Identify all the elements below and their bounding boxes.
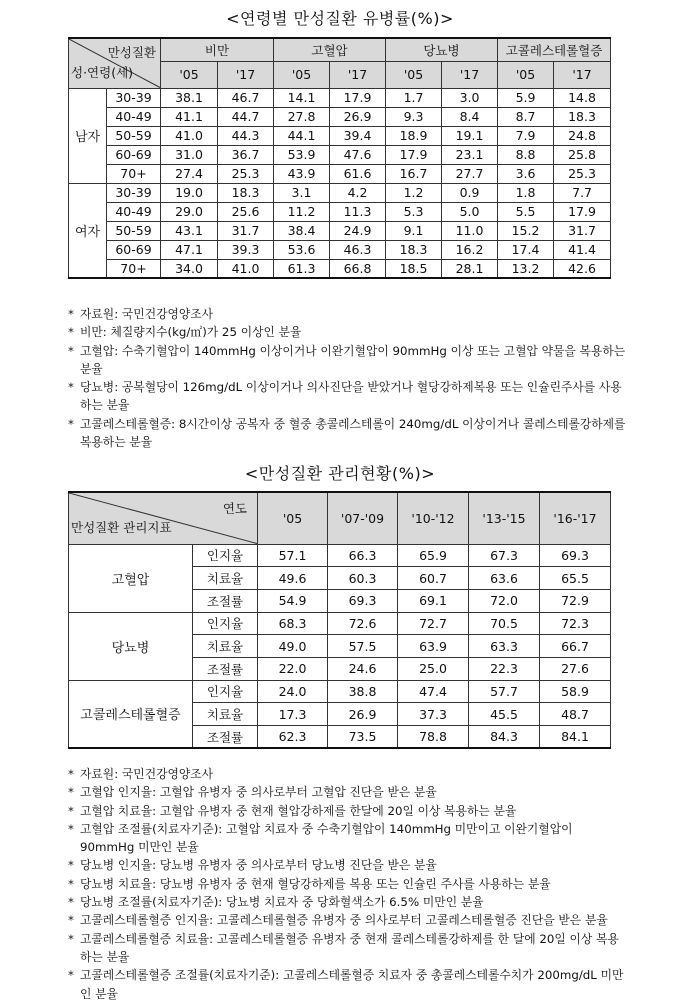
table-cell: 65.9	[398, 544, 469, 567]
table-cell: 26.9	[330, 107, 386, 126]
table-cell: 22.0	[258, 657, 328, 680]
table-cell: 84.1	[540, 726, 611, 749]
table-cell: 22.3	[469, 657, 540, 680]
year-header: '17	[554, 61, 611, 88]
table-row	[69, 145, 611, 164]
table-cell: 14.1	[274, 88, 330, 107]
disease-group-label: 당뇨병	[69, 612, 193, 680]
table-cell: 1.8	[498, 183, 554, 202]
age-label: 70+	[107, 164, 161, 183]
table-cell: 31.0	[161, 145, 218, 164]
table-cell: 44.3	[218, 126, 274, 145]
table-cell: 27.4	[161, 164, 218, 183]
table-cell: 16.2	[442, 240, 498, 259]
note-item: * 고혈압 치료율: 고혈압 유병자 중 현재 혈압강하제를 한달에 20일 이상 복용하는 분율	[68, 802, 628, 820]
table-cell: 19.1	[442, 126, 498, 145]
table-cell: 38.1	[161, 88, 218, 107]
table-cell: 53.9	[274, 145, 330, 164]
metric-label: 조절률	[193, 589, 258, 612]
management-table	[68, 491, 611, 749]
table-row	[69, 612, 611, 635]
table-cell: 66.8	[330, 259, 386, 278]
table-cell: 47.6	[330, 145, 386, 164]
metric-label: 치료율	[193, 567, 258, 590]
table-cell: 34.0	[161, 259, 218, 278]
table-cell: 9.3	[386, 107, 442, 126]
table-cell: 46.7	[218, 88, 274, 107]
table-cell: 84.3	[469, 726, 540, 749]
table-cell: 39.3	[218, 240, 274, 259]
note-item: * 자료원: 국민건강영양조사	[68, 765, 628, 783]
sex-group-label: 여자	[69, 183, 107, 278]
table-cell: 29.0	[161, 202, 218, 221]
table-cell: 48.7	[540, 703, 611, 726]
table-cell: 14.8	[554, 88, 611, 107]
table-cell: 17.9	[386, 145, 442, 164]
table-row	[69, 107, 611, 126]
table-cell: 78.8	[398, 726, 469, 749]
note-item: * 고콜레스테롤혈증 조절률(치료자기준): 고콜레스테롤혈증 치료자 중 총콜레스테롤수치가 200mg/dL 미만인 분율	[68, 966, 628, 1003]
table-cell: 5.3	[386, 202, 442, 221]
table1-corner-cell	[69, 38, 161, 88]
table-cell: 63.6	[469, 567, 540, 590]
table-cell: 25.0	[398, 657, 469, 680]
age-label: 60-69	[107, 240, 161, 259]
table-row	[69, 680, 611, 703]
table2-title: <만성질환 관리현황(%)>	[244, 464, 436, 483]
age-label: 70+	[107, 259, 161, 278]
age-label: 30-39	[107, 88, 161, 107]
table-cell: 41.0	[161, 126, 218, 145]
table-cell: 43.1	[161, 221, 218, 240]
table-cell: 27.6	[540, 657, 611, 680]
sex-group-label: 남자	[69, 88, 107, 183]
table-cell: 24.0	[258, 680, 328, 703]
year-header: '05	[274, 61, 330, 88]
table-cell: 44.1	[274, 126, 330, 145]
table-cell: 72.6	[328, 612, 398, 635]
table-cell: 11.0	[442, 221, 498, 240]
table-cell: 57.7	[469, 680, 540, 703]
table-cell: 4.2	[330, 183, 386, 202]
table-cell: 18.3	[554, 107, 611, 126]
table-cell: 43.9	[274, 164, 330, 183]
table-cell: 17.9	[330, 88, 386, 107]
table-cell: 38.8	[328, 680, 398, 703]
disease-header: 고혈압	[274, 38, 386, 61]
table-cell: 49.0	[258, 635, 328, 658]
table-cell: 24.9	[330, 221, 386, 240]
table-cell: 17.3	[258, 703, 328, 726]
metric-label: 치료율	[193, 703, 258, 726]
table-cell: 11.2	[274, 202, 330, 221]
year-header: '05	[386, 61, 442, 88]
table-cell: 25.3	[554, 164, 611, 183]
table-cell: 49.6	[258, 567, 328, 590]
table-cell: 58.9	[540, 680, 611, 703]
table2-notes	[68, 765, 628, 1003]
table-cell: 39.4	[330, 126, 386, 145]
table-row	[69, 88, 611, 107]
table-cell: 5.5	[498, 202, 554, 221]
table-row	[69, 221, 611, 240]
table-cell: 24.6	[328, 657, 398, 680]
table-cell: 47.4	[398, 680, 469, 703]
table-cell: 18.3	[218, 183, 274, 202]
table-cell: 65.5	[540, 567, 611, 590]
table-cell: 69.1	[398, 589, 469, 612]
table-cell: 72.9	[540, 589, 611, 612]
table-cell: 27.7	[442, 164, 498, 183]
note-item: * 고혈압 조절률(치료자기준): 고혈압 치료자 중 수축기혈압이 140mmHg 미만이고 이완기혈압이 90mmHg 미만인 분율	[68, 820, 628, 857]
table-cell: 45.5	[469, 703, 540, 726]
table-cell: 68.3	[258, 612, 328, 635]
table-cell: 13.2	[498, 259, 554, 278]
age-label: 60-69	[107, 145, 161, 164]
table-cell: 1.2	[386, 183, 442, 202]
table-cell: 18.3	[386, 240, 442, 259]
table-cell: 57.1	[258, 544, 328, 567]
year-header: '16-'17	[540, 492, 611, 544]
metric-label: 인지율	[193, 612, 258, 635]
table-cell: 72.0	[469, 589, 540, 612]
table-cell: 24.8	[554, 126, 611, 145]
note-item: * 비만: 체질량지수(kg/㎡)가 25 이상인 분율	[68, 323, 628, 341]
table-cell: 18.5	[386, 259, 442, 278]
table-cell: 72.3	[540, 612, 611, 635]
table-row	[69, 240, 611, 259]
age-label: 50-59	[107, 221, 161, 240]
table-cell: 3.6	[498, 164, 554, 183]
year-header: '07-'09	[328, 492, 398, 544]
table-cell: 28.1	[442, 259, 498, 278]
table-cell: 11.3	[330, 202, 386, 221]
year-header: '05	[258, 492, 328, 544]
table-row	[69, 259, 611, 278]
year-header: '17	[330, 61, 386, 88]
table1-corner-bottom-label: 성·연령(세)	[71, 64, 134, 80]
table-cell: 17.9	[554, 202, 611, 221]
disease-header: 고콜레스테롤혈증	[498, 38, 611, 61]
note-item: * 고혈압 인지율: 고혈압 유병자 중 의사로부터 고혈압 진단을 받은 분율	[68, 783, 628, 801]
table-cell: 31.7	[218, 221, 274, 240]
year-header: '05	[161, 61, 218, 88]
table-cell: 17.4	[498, 240, 554, 259]
table-cell: 63.9	[398, 635, 469, 658]
table-cell: 8.4	[442, 107, 498, 126]
table-cell: 25.6	[218, 202, 274, 221]
table-cell: 63.3	[469, 635, 540, 658]
note-item: * 당뇨병 조절률(치료자기준): 당뇨병 치료자 중 당화혈색소가 6.5% 미만인 분율	[68, 893, 628, 911]
note-item: * 당뇨병 치료율: 당뇨병 유병자 중 현재 혈당강하제를 복용 또는 인슐린 주사를 사용하는 분율	[68, 875, 628, 893]
table-cell: 8.7	[498, 107, 554, 126]
table-cell: 66.3	[328, 544, 398, 567]
table-cell: 25.3	[218, 164, 274, 183]
table-cell: 9.1	[386, 221, 442, 240]
note-item: * 당뇨병: 공복혈당이 126mg/dL 이상이거나 의사진단을 받았거나 혈당강하제복용 또는 인슐린주사를 사용하는 분율	[68, 378, 628, 415]
table-cell: 16.7	[386, 164, 442, 183]
metric-label: 조절률	[193, 657, 258, 680]
table-cell: 37.3	[398, 703, 469, 726]
note-item: * 고혈압: 수축기혈압이 140mmHg 이상이거나 이완기혈압이 90mmHg 이상 또는 고혈압 약물을 복용하는 분율	[68, 342, 628, 379]
table-cell: 41.4	[554, 240, 611, 259]
note-item: * 당뇨병 인지율: 당뇨병 유병자 중 의사로부터 당뇨병 진단을 받은 분율	[68, 856, 628, 874]
table1-title: <연령별 만성질환 유병률(%)>	[226, 9, 454, 28]
table-cell: 60.3	[328, 567, 398, 590]
table2-corner-cell	[69, 492, 258, 544]
table-cell: 47.1	[161, 240, 218, 259]
table-cell: 54.9	[258, 589, 328, 612]
table-cell: 69.3	[540, 544, 611, 567]
table-cell: 19.0	[161, 183, 218, 202]
year-header: '17	[218, 61, 274, 88]
disease-group-label: 고콜레스테롤혈증	[69, 680, 193, 748]
table-row	[69, 183, 611, 202]
table-row	[69, 126, 611, 145]
age-label: 30-39	[107, 183, 161, 202]
table-cell: 8.8	[498, 145, 554, 164]
table-cell: 44.7	[218, 107, 274, 126]
table2-corner-top-label: 연도	[222, 501, 247, 516]
year-header: '05	[498, 61, 554, 88]
table-cell: 25.8	[554, 145, 611, 164]
table-cell: 69.3	[328, 589, 398, 612]
table1-notes	[68, 305, 628, 451]
table-cell: 36.7	[218, 145, 274, 164]
table-cell: 42.6	[554, 259, 611, 278]
table-cell: 3.0	[442, 88, 498, 107]
table-cell: 15.2	[498, 221, 554, 240]
table-cell: 31.7	[554, 221, 611, 240]
table-cell: 72.7	[398, 612, 469, 635]
metric-label: 조절률	[193, 726, 258, 749]
table-cell: 61.3	[274, 259, 330, 278]
table-cell: 67.3	[469, 544, 540, 567]
table-cell: 23.1	[442, 145, 498, 164]
table-cell: 7.7	[554, 183, 611, 202]
note-item: * 고콜레스테롤혈증 치료율: 고콜레스테롤혈증 유병자 중 현재 콜레스테롤강하제를 한 달에 20일 이상 복용하는 분율	[68, 930, 628, 967]
table-cell: 3.1	[274, 183, 330, 202]
table-cell: 27.8	[274, 107, 330, 126]
metric-label: 인지율	[193, 680, 258, 703]
disease-header: 당뇨병	[386, 38, 498, 61]
table-row	[69, 164, 611, 183]
disease-header: 비만	[161, 38, 274, 61]
year-header: '13-'15	[469, 492, 540, 544]
table-cell: 1.7	[386, 88, 442, 107]
age-label: 40-49	[107, 107, 161, 126]
note-item: * 자료원: 국민건강영양조사	[68, 305, 628, 323]
table-cell: 66.7	[540, 635, 611, 658]
table-row	[69, 202, 611, 221]
table-cell: 5.0	[442, 202, 498, 221]
table-cell: 61.6	[330, 164, 386, 183]
table-cell: 26.9	[328, 703, 398, 726]
table-cell: 57.5	[328, 635, 398, 658]
age-label: 50-59	[107, 126, 161, 145]
table-cell: 62.3	[258, 726, 328, 749]
metric-label: 인지율	[193, 544, 258, 567]
note-item: * 고콜레스테롤혈증: 8시간이상 공복자 중 혈중 총콜레스테롤이 240mg/dL 이상이거나 콜레스테롤강하제를 복용하는 분율	[68, 415, 628, 452]
age-label: 40-49	[107, 202, 161, 221]
table-row	[69, 544, 611, 567]
table-cell: 5.9	[498, 88, 554, 107]
table-cell: 0.9	[442, 183, 498, 202]
disease-group-label: 고혈압	[69, 544, 193, 612]
metric-label: 치료율	[193, 635, 258, 658]
year-header: '10-'12	[398, 492, 469, 544]
table-cell: 38.4	[274, 221, 330, 240]
table-cell: 41.1	[161, 107, 218, 126]
table1-corner-top-label: 만성질환	[107, 45, 156, 60]
table-cell: 7.9	[498, 126, 554, 145]
table-cell: 73.5	[328, 726, 398, 749]
prevalence-table	[68, 37, 611, 279]
table2-corner-bottom-label: 만성질환 관리지표	[71, 519, 172, 535]
year-header: '17	[442, 61, 498, 88]
table-cell: 41.0	[218, 259, 274, 278]
table-cell: 18.9	[386, 126, 442, 145]
table-cell: 60.7	[398, 567, 469, 590]
table-cell: 46.3	[330, 240, 386, 259]
note-item: * 고콜레스테롤혈증 인지율: 고콜레스테롤혈증 유병자 중 의사로부터 고콜레스테롤혈증 진단을 받은 분율	[68, 911, 628, 929]
table-cell: 53.6	[274, 240, 330, 259]
table-cell: 70.5	[469, 612, 540, 635]
